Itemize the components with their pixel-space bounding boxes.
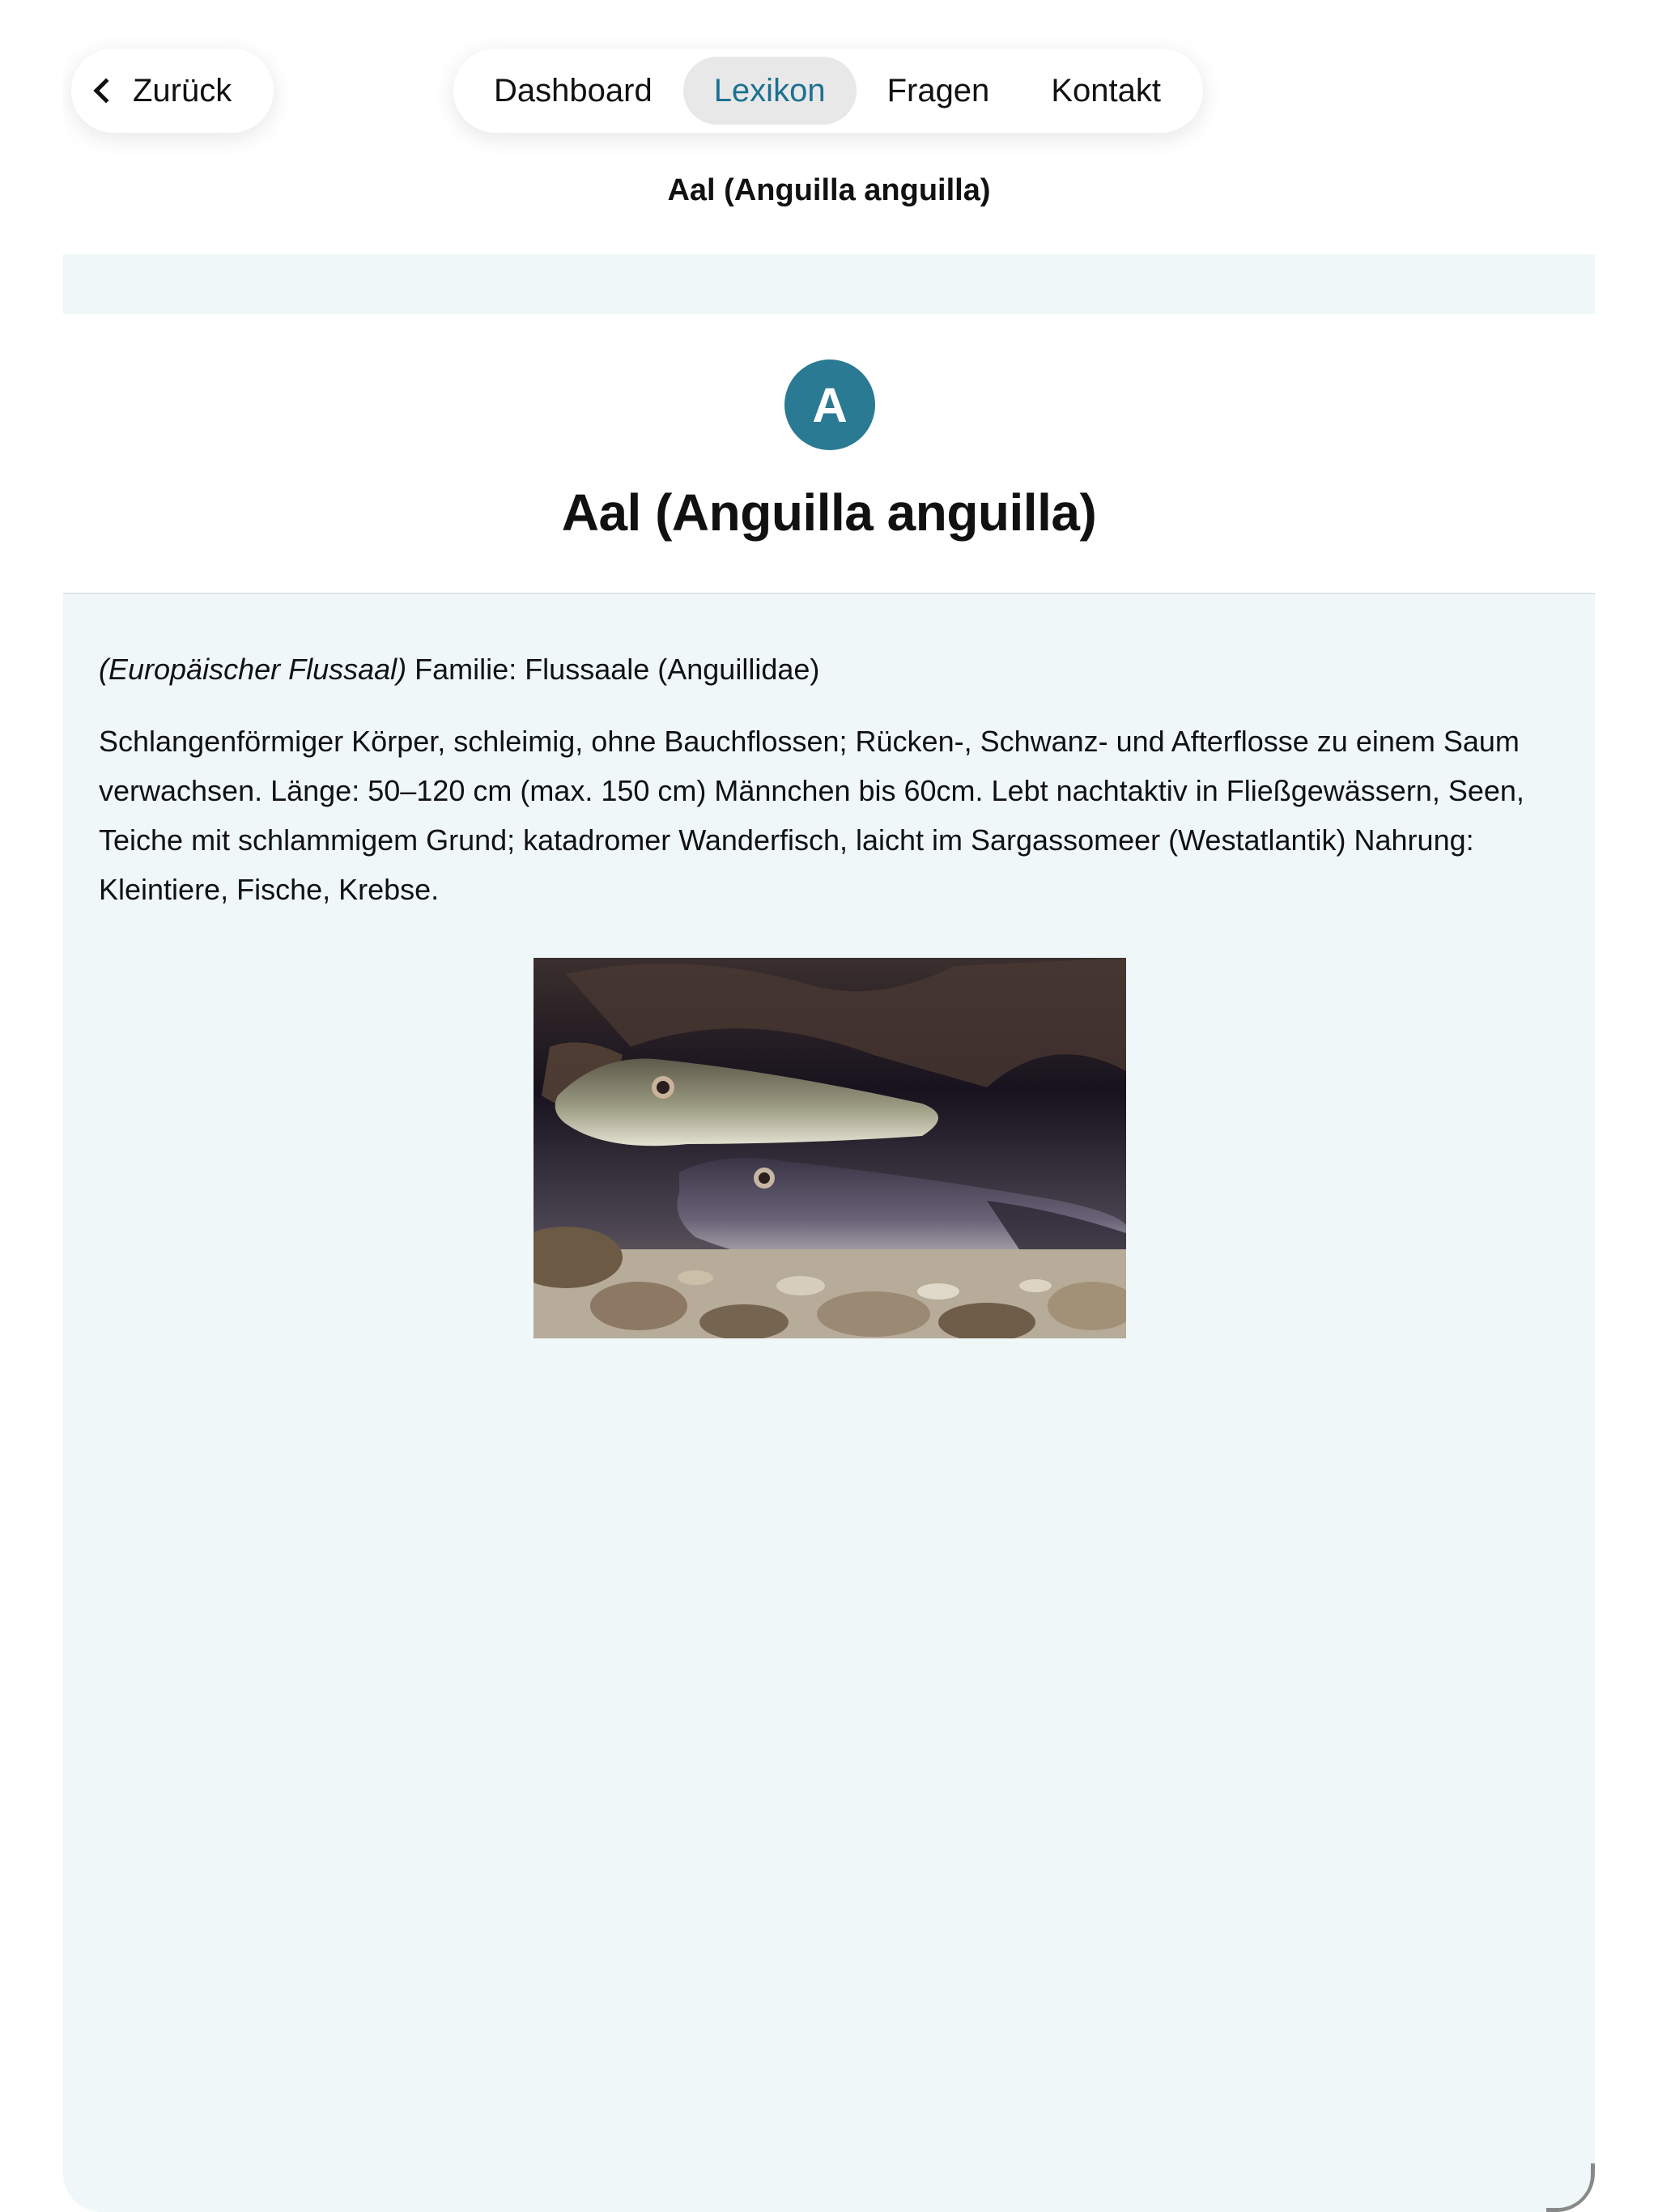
tab-label: Kontakt [1051,72,1161,108]
entry-header [63,314,1595,594]
top-navigation [63,0,1595,254]
tab-label: Lexikon [713,72,826,108]
chevron-left-icon [93,78,118,103]
tab-fragen[interactable] [857,57,1021,125]
tab-lexikon[interactable] [683,57,857,125]
family-name: Familie: Flussaale (Anguillidae) [414,653,820,686]
tab-kontakt[interactable] [1020,57,1192,125]
tab-label: Fragen [886,72,990,108]
eel-photo [534,958,1126,1338]
tab-bar [453,49,1203,133]
entry-content [99,644,1566,914]
header-strip [63,254,1595,314]
tab-label: Dashboard [494,72,653,108]
back-button[interactable] [71,49,274,133]
entry-title: Aal (Anguilla anguilla) [561,483,1097,542]
letter-badge: A [784,359,875,450]
family-line [99,644,1566,694]
common-name: (Europäischer Flussaal) [99,653,407,686]
eel-illustration [534,958,1126,1338]
tab-dashboard[interactable] [463,57,683,125]
page-title: Aal (Anguilla anguilla) [667,173,991,207]
app-window [63,0,1595,2212]
entry-description: Schlangenförmiger Körper, schleimig, ohne Bauchflossen; Rücken-, Schwanz- und Afterflosse zu einem Saum verwachsen. Länge: 50–120 cm (max. 150 cm) Männchen bis 60cm. Lebt nachtaktiv in Fließgewässern, Seen, Teiche mit schlammigem Grund; katadromer Wanderfisch, laicht im Sargassomeer (Westatlantik) Nahrung: Kleintiere, Fische, Krebse. [99,725,1524,906]
window-resize-handle[interactable] [1546,2163,1595,2212]
back-label: Zurück [133,72,232,108]
